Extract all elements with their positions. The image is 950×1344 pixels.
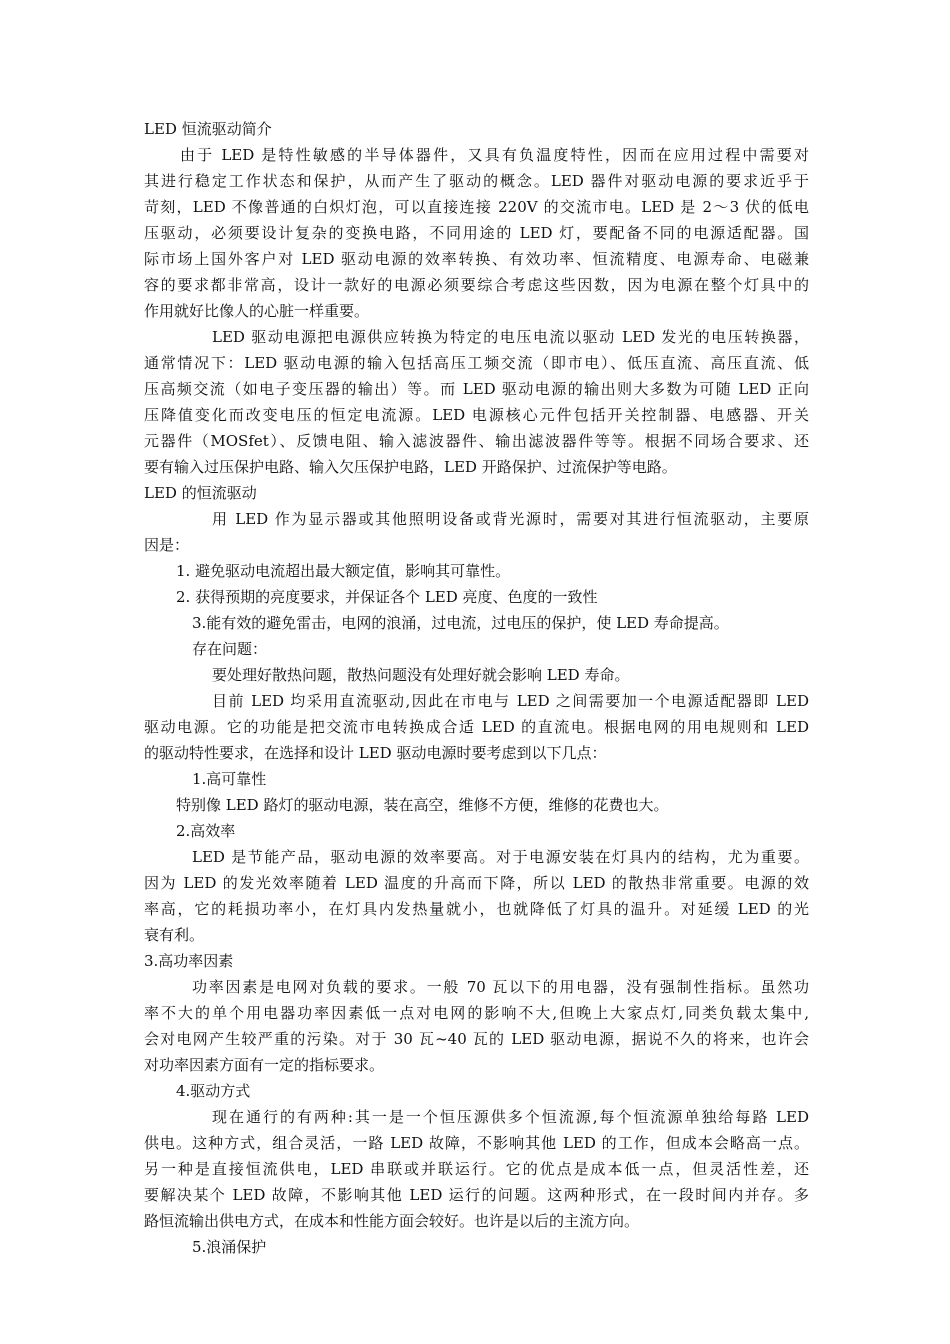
- list-item: 2. 获得预期的亮度要求，并保证各个 LED 亮度、色度的一致性: [176, 588, 598, 606]
- paragraph-line: 压驱动，必须要设计复杂的变换电路，不同用途的 LED 灯，要配备不同的电源适配器。国: [144, 224, 809, 242]
- paragraph-line: 衰有利。: [144, 926, 205, 944]
- paragraph-line: 由于 LED 是特性敏感的半导体器件，又具有负温度特性，因而在应用过程中需要对: [180, 146, 809, 164]
- paragraph-line: 要处理好散热问题，散热问题没有处理好就会影响 LED 寿命。: [212, 666, 630, 684]
- list-item: 1. 避免驱动电流超出最大额定值，影响其可靠性。: [176, 562, 511, 580]
- paragraph-line: LED 驱动电源把电源供应转换为特定的电压电流以驱动 LED 发光的电压转换器，: [212, 328, 809, 346]
- paragraph-line: 率不大的单个用电器功率因素低一点对电网的影响不大,但晚上大家点灯,同类负载太集中,: [144, 1004, 809, 1022]
- paragraph-line: 供电。这种方式，组合灵活，一路 LED 故障，不影响其他 LED 的工作，但成本会略高一点。: [144, 1134, 809, 1152]
- paragraph-line: 现在通行的有两种:其一是一个恒压源供多个恒流源,每个恒流源单独给每路 LED: [212, 1108, 809, 1126]
- paragraph-line: 率高，它的耗损功率小，在灯具内发热量就小，也就降低了灯具的温升。对延缓 LED 的光: [144, 900, 809, 918]
- paragraph-line: 苛刻，LED 不像普通的白炽灯泡，可以直接连接 220V 的交流市电。LED 是 2～3 伏的低电: [144, 198, 809, 216]
- paragraph-line: 因为 LED 的发光效率随着 LED 温度的升高而下降，所以 LED 的散热非常重要。电源的效: [144, 874, 809, 892]
- subheading-reliability: 1.高可靠性: [192, 770, 267, 788]
- subheading-drive-mode: 4.驱动方式: [176, 1082, 251, 1100]
- paragraph-line: 要有输入过压保护电路、输入欠压保护电路，LED 开路保护、过流保护等电路。: [144, 458, 677, 476]
- paragraph-line: 容的要求都非常高，设计一款好的电源必须要综合考虑这些因数，因为电源在整个灯具中的: [144, 276, 809, 294]
- subheading-surge-protection: 5.浪涌保护: [192, 1238, 267, 1256]
- paragraph-line: 另一种是直接恒流供电，LED 串联或并联运行。它的优点是成本低一点，但灵活性差，还: [144, 1160, 809, 1178]
- subheading-efficiency: 2.高效率: [176, 822, 236, 840]
- paragraph-line: 其进行稳定工作状态和保护，从而产生了驱动的概念。LED 器件对驱动电源的要求近乎于: [144, 172, 809, 190]
- paragraph-line: 会对电网产生较严重的污染。对于 30 瓦~40 瓦的 LED 驱动电源，据说不久的将来，也许会: [144, 1030, 809, 1048]
- paragraph-line: 元器件（MOSfet）、反馈电阻、输入滤波器件、输出滤波器件等等。根据不同场合要求、还: [144, 432, 809, 450]
- heading-constant-current: LED 的恒流驱动: [144, 484, 257, 502]
- paragraph-line: 路恒流输出供电方式，在成本和性能方面会较好。也许是以后的主流方向。: [144, 1212, 640, 1230]
- heading-led-intro: LED 恒流驱动简介: [144, 120, 272, 138]
- paragraph-line: 用 LED 作为显示器或其他照明设备或背光源时，需要对其进行恒流驱动，主要原: [212, 510, 809, 528]
- paragraph-line: 目前 LED 均采用直流驱动,因此在市电与 LED 之间需要加一个电源适配器即 LED: [212, 692, 809, 710]
- subheading-issues: 存在问题：: [192, 640, 268, 658]
- paragraph-line: 要解决某个 LED 故障，不影响其他 LED 运行的问题。这两种形式，在一段时间内并存。多: [144, 1186, 809, 1204]
- paragraph-line: 通常情况下：LED 驱动电源的输入包括高压工频交流（即市电）、低压直流、高压直流、低: [144, 354, 809, 372]
- paragraph-line: 际市场上国外客户对 LED 驱动电源的效率转换、有效功率、恒流精度、电源寿命、电磁兼: [144, 250, 809, 268]
- paragraph-line: 功率因素是电网对负载的要求。一般 70 瓦以下的用电器，没有强制性指标。虽然功: [192, 978, 809, 996]
- paragraph-line: 压高频交流（如电子变压器的输出）等。而 LED 驱动电源的输出则大多数为可随 LED 正向: [144, 380, 809, 398]
- paragraph-line: LED 是节能产品，驱动电源的效率要高。对于电源安装在灯具内的结构，尤为重要。: [192, 848, 809, 866]
- paragraph-line: 压降值变化而改变电压的恒定电流源。LED 电源核心元件包括开关控制器、电感器、开关: [144, 406, 809, 424]
- paragraph-line: 特别像 LED 路灯的驱动电源，装在高空，维修不方便，维修的花费也大。: [176, 796, 669, 814]
- paragraph-line: 驱动电源。它的功能是把交流市电转换成合适 LED 的直流电。根据电网的用电规则和 LED: [144, 718, 809, 736]
- subheading-power-factor: 3.高功率因素: [144, 952, 234, 970]
- list-item: 3.能有效的避免雷击，电网的浪涌，过电流，过电压的保护，使 LED 寿命提高。: [192, 614, 729, 632]
- paragraph-line: 作用就好比像人的心脏一样重要。: [144, 302, 370, 320]
- paragraph-line: 因是：: [144, 536, 190, 554]
- paragraph-line: 的驱动特性要求，在选择和设计 LED 驱动电源时要考虑到以下几点：: [144, 744, 607, 762]
- paragraph-line: 对功率因素方面有一定的指标要求。: [144, 1056, 385, 1074]
